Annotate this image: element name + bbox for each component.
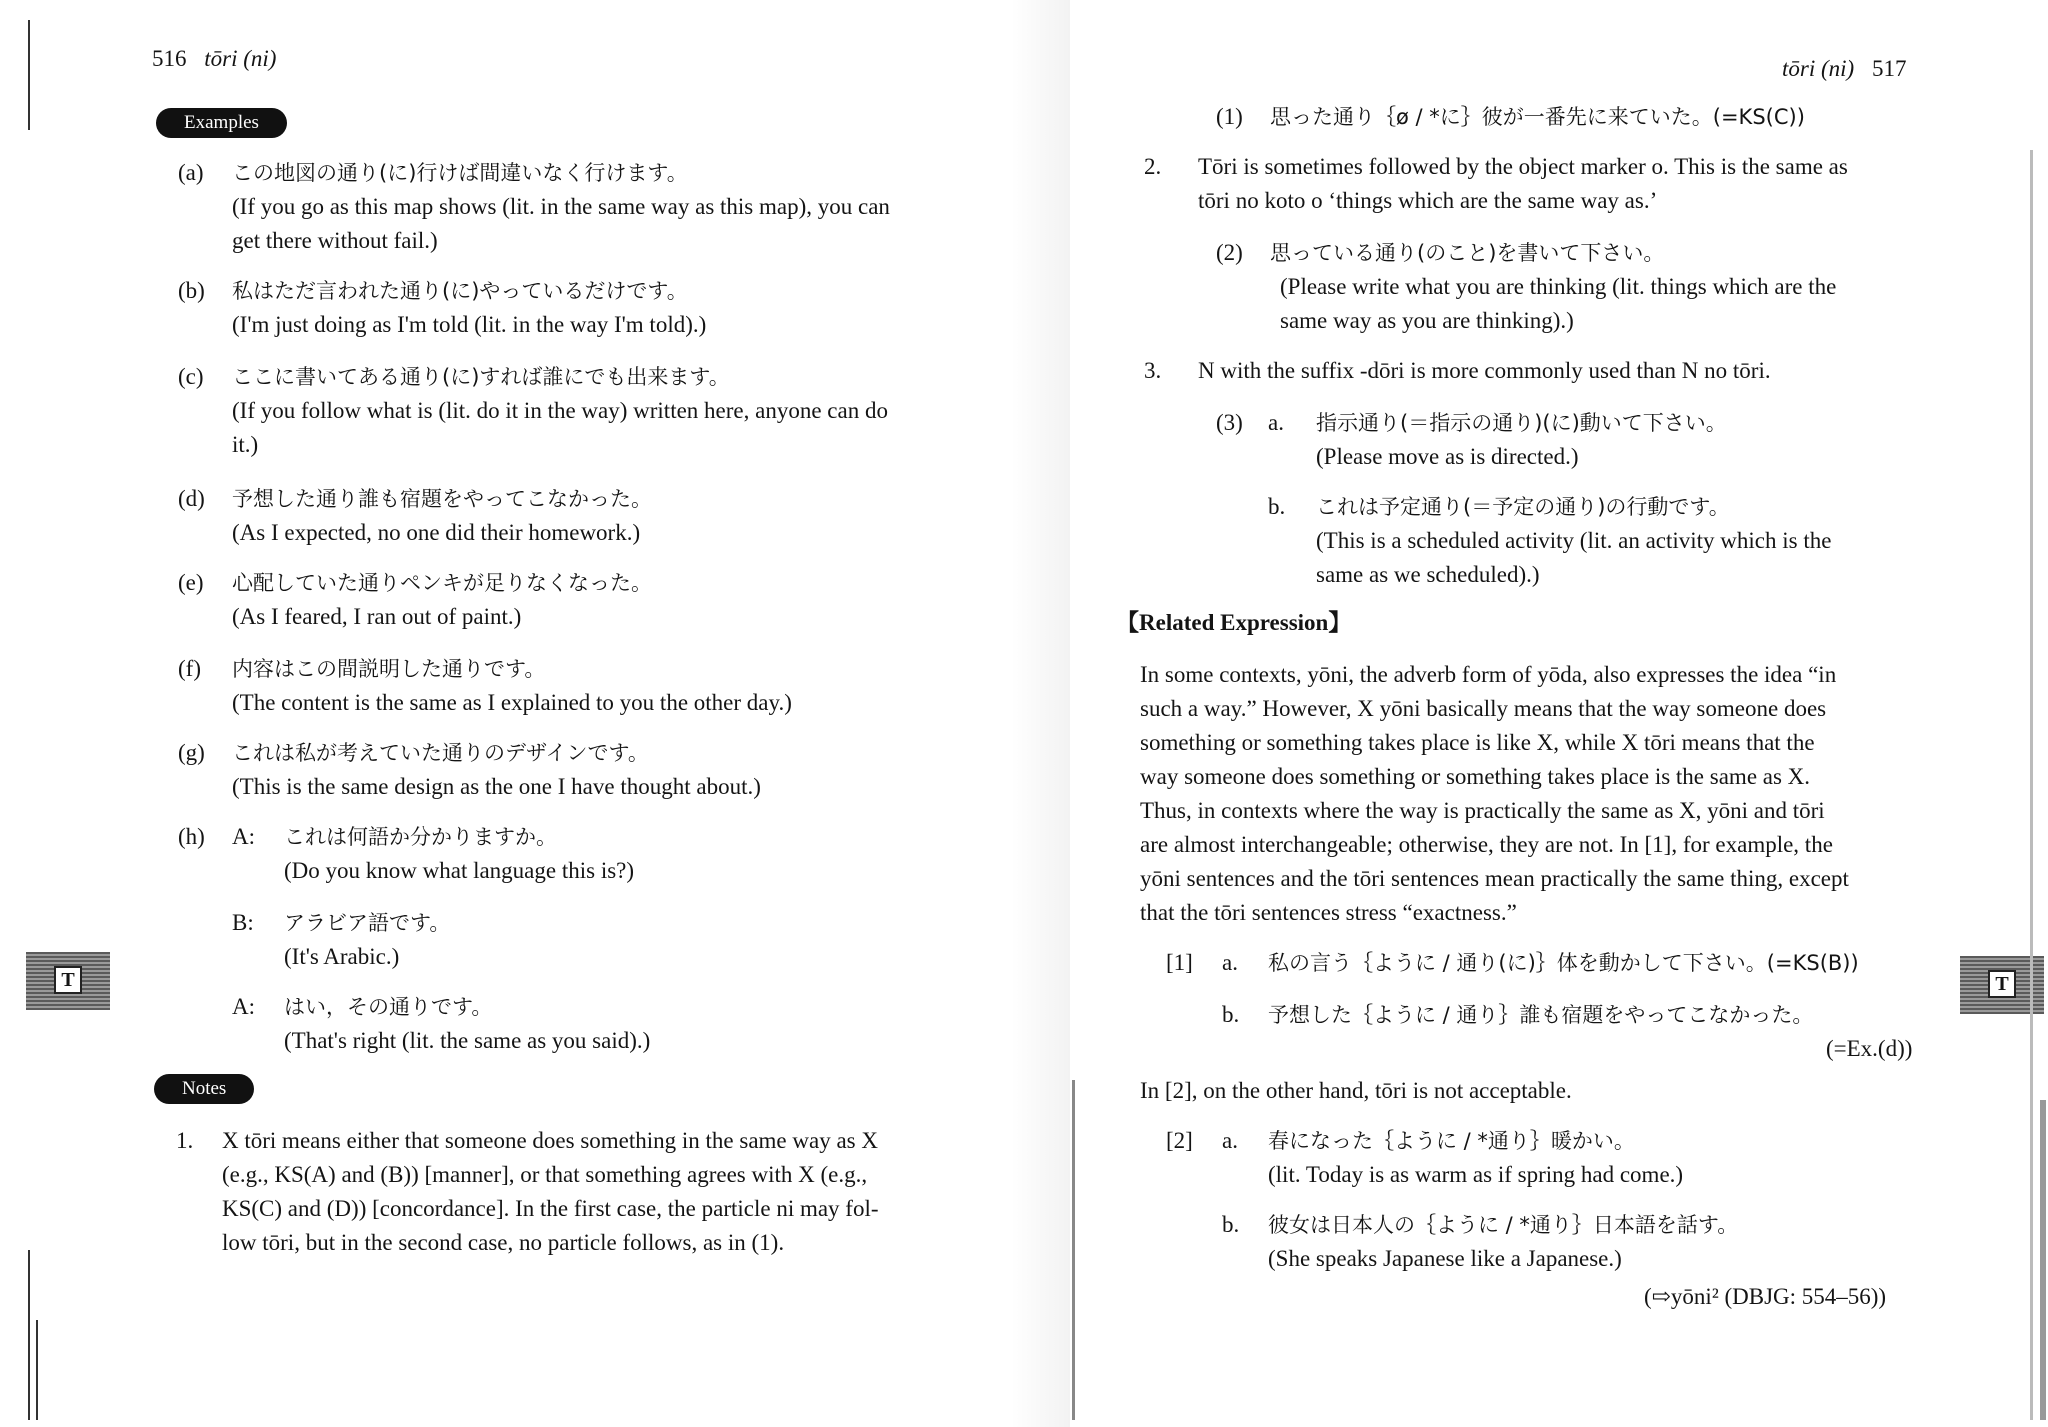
page-edge-mark xyxy=(2040,1100,2046,1420)
example-jp: 内容はこの間説明した通りです。 xyxy=(232,657,546,681)
page-edge-mark xyxy=(28,1250,30,1420)
note-line: low tōri, but in the second case, no particle follows, as in (1). xyxy=(222,1230,785,1255)
sub-label: a. xyxy=(1268,410,1284,435)
example-label: (g) xyxy=(178,740,205,765)
para-line: something or something takes place is like X, while X tōri means that the xyxy=(1140,730,1815,755)
examples-label: Examples xyxy=(156,108,287,138)
example-jp: 予想した通り誰も宿題をやってこなかった。 xyxy=(232,487,652,511)
note-number: 2. xyxy=(1144,154,1162,179)
sub-label: a. xyxy=(1222,1128,1238,1153)
example-en: same as we scheduled).) xyxy=(1316,562,1540,587)
example-en: (If you follow what is (lit. do it in the way) written here, anyone can do xyxy=(232,398,888,423)
example-en: it.) xyxy=(232,432,259,457)
example-label: (1) xyxy=(1216,104,1243,129)
note-line: Tōri is sometimes followed by the object marker o. This is the same as xyxy=(1198,154,1848,179)
example-jp: 思った通り｛ø / *に｝彼が一番先に来ていた。(=KS(C)) xyxy=(1270,105,1805,129)
example-jp: ここに書いてある通り(に)すれば誰にでも出来ます。 xyxy=(232,365,730,389)
example-label: (a) xyxy=(178,160,204,185)
example-en: (If you go as this map shows (lit. in the same way as this map), you can xyxy=(232,194,890,219)
page-edge-mark xyxy=(2030,150,2033,1420)
left-page-header xyxy=(152,46,276,72)
example-en: (This is the same design as the one I have thought about.) xyxy=(232,774,761,799)
cross-reference: (=Ex.(d)) xyxy=(1826,1036,1913,1061)
sub-label: b. xyxy=(1222,1212,1240,1237)
dialogue-jp: これは何語か分かりますか。 xyxy=(284,825,557,849)
note-line: KS(C) and (D)) [concordance]. In the first case, the particle ni may fol- xyxy=(222,1196,879,1221)
note-number: 1. xyxy=(176,1128,194,1153)
sub-label: b. xyxy=(1222,1002,1240,1027)
note-line: (e.g., KS(A) and (B)) [manner], or that something agrees with X (e.g., xyxy=(222,1162,868,1187)
example-jp: 彼女は日本人の｛ように / *通り｝日本語を話す。 xyxy=(1268,1213,1739,1237)
example-label: (b) xyxy=(178,278,205,303)
example-en: get there without fail.) xyxy=(232,228,438,253)
dialogue-en: (Do you know what language this is?) xyxy=(284,858,635,883)
right-page-header xyxy=(1782,56,1906,82)
note-line: N with the suffix -dōri is more commonly used than N no tōri. xyxy=(1198,358,1771,383)
running-head: tōri (ni) xyxy=(1782,56,1855,81)
speaker: A: xyxy=(232,824,255,849)
page-edge-mark xyxy=(36,1320,38,1420)
para-line: Thus, in contexts where the way is practically the same as X, yōni and tōri xyxy=(1140,798,1825,823)
example-en: (The content is the same as I explained to you the other day.) xyxy=(232,690,792,715)
para-line: that the tōri sentences stress “exactness.” xyxy=(1140,900,1517,925)
book-gutter xyxy=(1010,0,1070,1427)
para-line: are almost interchangeable; otherwise, they are not. In [1], for example, the xyxy=(1140,832,1833,857)
tab-letter: T xyxy=(1988,970,2016,998)
example-jp: 春になった｛ように / *通り｝暖かい。 xyxy=(1268,1129,1635,1153)
example-en: same way as you are thinking).) xyxy=(1280,308,1574,333)
dialogue-jp: はい，その通りです。 xyxy=(284,995,493,1019)
example-label: (e) xyxy=(178,570,204,595)
example-label: (2) xyxy=(1216,240,1243,265)
example-jp: 思っている通り(のこと)を書いて下さい。 xyxy=(1270,241,1665,265)
example-en: (lit. Today is as warm as if spring had come.) xyxy=(1268,1162,1684,1187)
note-number: 3. xyxy=(1144,358,1162,383)
example-label: [1] xyxy=(1166,950,1193,975)
example-label: (d) xyxy=(178,486,205,511)
example-jp: 指示通り(＝指示の通り)(に)動いて下さい。 xyxy=(1316,411,1727,435)
tab-letter: T xyxy=(54,966,82,994)
example-label: [2] xyxy=(1166,1128,1193,1153)
example-label: (3) xyxy=(1216,410,1243,435)
see-also-reference: (⇨yōni² (DBJG: 554–56)) xyxy=(1644,1284,1887,1309)
example-label: (h) xyxy=(178,824,205,849)
dialogue-en: (That's right (lit. the same as you said).) xyxy=(284,1028,651,1053)
example-jp: 心配していた通りペンキが足りなくなった。 xyxy=(232,571,652,595)
para-line: In some contexts, yōni, the adverb form of yōda, also expresses the idea “in xyxy=(1140,662,1837,687)
para-line: In [2], on the other hand, tōri is not acceptable. xyxy=(1140,1078,1572,1103)
gutter-edge xyxy=(1072,1080,1075,1420)
example-en: (As I expected, no one did their homework.) xyxy=(232,520,641,545)
page-number: 516 xyxy=(152,46,187,71)
para-line: such a way.” However, X yōni basically means that the way someone does xyxy=(1140,696,1827,721)
example-jp: これは予定通り(＝予定の通り)の行動です。 xyxy=(1316,495,1730,519)
related-expression-heading: 【Related Expression】 xyxy=(1116,610,1352,635)
example-jp: これは私が考えていた通りのデザインです。 xyxy=(232,741,649,765)
para-line: yōni sentences and the tōri sentences mean practically the same thing, except xyxy=(1140,866,1849,891)
page-edge-mark xyxy=(28,20,30,130)
speaker: A: xyxy=(232,994,255,1019)
sub-label: b. xyxy=(1268,494,1286,519)
para-line: way someone does something or something takes place is the same as X. xyxy=(1140,764,1811,789)
section-tab-t xyxy=(26,952,110,1010)
example-en: (Please write what you are thinking (lit. things which are the xyxy=(1280,274,1837,299)
notes-label: Notes xyxy=(154,1074,254,1104)
page-number: 517 xyxy=(1871,56,1907,81)
speaker: B: xyxy=(232,910,254,935)
example-label: (f) xyxy=(178,656,201,681)
example-en: (Please move as is directed.) xyxy=(1316,444,1579,469)
example-jp: 私の言う｛ように / 通り(に)｝体を動かして下さい。(=KS(B)) xyxy=(1268,951,1859,975)
example-jp: 私はただ言われた通り(に)やっているだけです。 xyxy=(232,279,688,303)
running-head: tōri (ni) xyxy=(204,46,277,71)
note-line: X tōri means either that someone does something in the same way as X xyxy=(222,1128,878,1153)
example-en: (This is a scheduled activity (lit. an activity which is the xyxy=(1316,528,1832,553)
note-line: tōri no koto o ‘things which are the same way as.’ xyxy=(1198,188,1658,213)
example-en: (She speaks Japanese like a Japanese.) xyxy=(1268,1246,1622,1271)
example-en: (I'm just doing as I'm told (lit. in the way I'm told).) xyxy=(232,312,707,337)
dialogue-en: (It's Arabic.) xyxy=(284,944,400,969)
example-jp: 予想した｛ように / 通り｝誰も宿題をやってこなかった。 xyxy=(1268,1003,1814,1027)
example-en: (As I feared, I ran out of paint.) xyxy=(232,604,522,629)
example-label: (c) xyxy=(178,364,204,389)
example-jp: この地図の通り(に)行けば間違いなく行けます。 xyxy=(232,161,688,185)
dialogue-jp: アラビア語です。 xyxy=(284,911,451,935)
sub-label: a. xyxy=(1222,950,1238,975)
